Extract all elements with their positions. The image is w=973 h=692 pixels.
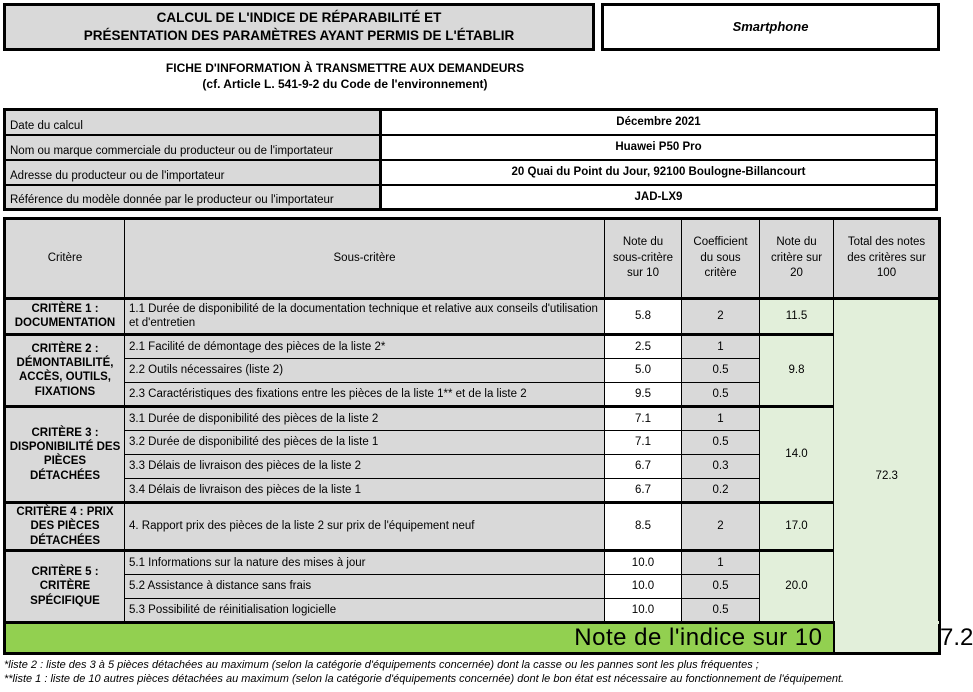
index-score-row: Note de l'indice sur 10 7.2 bbox=[5, 622, 940, 653]
document-title-line2: PRÉSENTATION DES PARAMÈTRES AYANT PERMIS DE L'ÉTABLIR bbox=[83, 27, 515, 43]
info-value-address: 20 Quai du Point du Jour, 92100 Boulogne-Billancourt bbox=[381, 160, 937, 185]
table-row bbox=[5, 502, 940, 550]
coef-3-4: 0.2 bbox=[682, 478, 760, 502]
document-title bbox=[3, 3, 595, 51]
sub-criterion-5-3: 5.3 Possibilité de réinitialisation logicielle bbox=[125, 598, 605, 622]
subtitle-line1: FICHE D'INFORMATION À TRANSMETTRE AUX DEMANDEURS bbox=[165, 60, 525, 75]
note10-4: 8.5 bbox=[605, 502, 682, 550]
sub-criterion-3-1: 3.1 Durée de disponibilité des pièces de la liste 2 bbox=[125, 406, 605, 430]
coef-2-2: 0.5 bbox=[682, 358, 760, 382]
info-value-brand: Huawei P50 Pro bbox=[381, 135, 937, 160]
coef-5-1: 1 bbox=[682, 550, 760, 574]
header-criterion: Critère bbox=[5, 219, 125, 299]
footnotes bbox=[4, 658, 943, 687]
coef-2-3: 0.5 bbox=[682, 382, 760, 406]
info-label-address: Adresse du producteur ou de l'importateur bbox=[5, 160, 381, 185]
info-row-model-ref bbox=[5, 185, 937, 210]
note10-5-1: 10.0 bbox=[605, 550, 682, 574]
coef-2-1: 1 bbox=[682, 334, 760, 358]
coef-3-2: 0.5 bbox=[682, 430, 760, 454]
coef-3-3: 0.3 bbox=[682, 454, 760, 478]
note10-2-1: 2.5 bbox=[605, 334, 682, 358]
score-table-header-row bbox=[5, 219, 940, 299]
sub-criterion-2-3: 2.3 Caractéristiques des fixations entre les pièces de la liste 1** et de la liste 2 bbox=[125, 382, 605, 406]
table-row bbox=[5, 299, 940, 335]
sub-criterion-2-1: 2.1 Facilité de démontage des pièces de la liste 2* bbox=[125, 334, 605, 358]
document-subtitle bbox=[0, 60, 690, 92]
header-coefficient: Coefficient du sous critère bbox=[682, 219, 760, 299]
note20-criterion-5: 20.0 bbox=[760, 550, 834, 622]
criterion-1-label: CRITÈRE 1 : DOCUMENTATION bbox=[5, 299, 125, 335]
info-label-date: Date du calcul bbox=[5, 110, 381, 135]
header-note10: Note du sous-critère sur 10 bbox=[605, 219, 682, 299]
header-note20: Note du critère sur 20 bbox=[760, 219, 834, 299]
sub-criterion-5-2: 5.2 Assistance à distance sans frais bbox=[125, 574, 605, 598]
criterion-2-label: CRITÈRE 2 : DÉMONTABILITÉ, ACCÈS, OUTILS, FIXATIONS bbox=[5, 334, 125, 406]
note10-5-2: 10.0 bbox=[605, 574, 682, 598]
note10-3-2: 7.1 bbox=[605, 430, 682, 454]
note10-3-4: 6.7 bbox=[605, 478, 682, 502]
info-value-date: Décembre 2021 bbox=[381, 110, 937, 135]
product-info-table bbox=[3, 108, 938, 211]
footnote-liste2: *liste 2 : liste des 3 à 5 pièces détachées au maximum (selon la catégorie d'équipements concernée) dont la casse ou les pannes sont les plus fréquentes ; bbox=[4, 658, 759, 671]
criterion-3-label: CRITÈRE 3 : DISPONIBILITÉ DES PIÈCES DÉTACHÉES bbox=[5, 406, 125, 502]
note10-5-3: 10.0 bbox=[605, 598, 682, 622]
note10-2-3: 9.5 bbox=[605, 382, 682, 406]
info-value-model-ref: JAD-LX9 bbox=[381, 185, 937, 210]
note10-3-1: 7.1 bbox=[605, 406, 682, 430]
note20-criterion-3: 14.0 bbox=[760, 406, 834, 502]
note20-criterion-4: 17.0 bbox=[760, 502, 834, 550]
coef-5-3: 0.5 bbox=[682, 598, 760, 622]
footnote-liste1: **liste 1 : liste de 10 autres pièces détachées au maximum (selon la catégorie d'équipements concernée) dont le bon état est nécessaire au fonctionnement de l'équipement. bbox=[4, 673, 845, 686]
coef-1-1: 2 bbox=[682, 299, 760, 335]
note20-criterion-1: 11.5 bbox=[760, 299, 834, 335]
table-row bbox=[5, 334, 940, 358]
note10-1-1: 5.8 bbox=[605, 299, 682, 335]
sub-criterion-5-1: 5.1 Informations sur la nature des mises à jour bbox=[125, 550, 605, 574]
sub-criterion-4: 4. Rapport prix des pièces de la liste 2 sur prix de l'équipement neuf bbox=[125, 502, 605, 550]
product-category-label: Smartphone bbox=[732, 19, 809, 35]
info-label-model-ref: Référence du modèle donnée par le producteur ou l'importateur bbox=[5, 185, 381, 210]
document-header bbox=[3, 3, 940, 51]
info-row-brand bbox=[5, 135, 937, 160]
coef-4: 2 bbox=[682, 502, 760, 550]
criterion-4-label: CRITÈRE 4 : PRIX DES PIÈCES DÉTACHÉES bbox=[5, 502, 125, 550]
total-score-100: 72.3 bbox=[834, 299, 940, 654]
subtitle-line2: (cf. Article L. 541-9-2 du Code de l'environnement) bbox=[202, 76, 488, 91]
coef-3-1: 1 bbox=[682, 406, 760, 430]
product-category-box bbox=[601, 3, 940, 51]
sub-criterion-3-4: 3.4 Délais de livraison des pièces de la liste 1 bbox=[125, 478, 605, 502]
info-row-address bbox=[5, 160, 937, 185]
criterion-5-label: CRITÈRE 5 : CRITÈRE SPÉCIFIQUE bbox=[5, 550, 125, 622]
sub-criterion-1-1: 1.1 Durée de disponibilité de la documentation technique et relative aux conseils d'utilisation et d'entretien bbox=[125, 299, 605, 335]
header-total100: Total des notes des critères sur 100 bbox=[834, 219, 940, 299]
note10-2-2: 5.0 bbox=[605, 358, 682, 382]
info-label-brand: Nom ou marque commerciale du producteur ou de l'importateur bbox=[5, 135, 381, 160]
info-row-date bbox=[5, 110, 937, 135]
sub-criterion-2-2: 2.2 Outils nécessaires (liste 2) bbox=[125, 358, 605, 382]
table-row bbox=[5, 550, 940, 574]
sub-criterion-3-3: 3.3 Délais de livraison des pièces de la liste 2 bbox=[125, 454, 605, 478]
sub-criterion-3-2: 3.2 Durée de disponibilité des pièces de la liste 1 bbox=[125, 430, 605, 454]
document-title-line1: CALCUL DE L'INDICE DE RÉPARABILITÉ ET bbox=[156, 10, 442, 25]
note10-3-3: 6.7 bbox=[605, 454, 682, 478]
repairability-score-table bbox=[3, 217, 973, 655]
header-sub-criterion: Sous-critère bbox=[125, 219, 605, 299]
index-score-label: Note de l'indice sur 10 bbox=[5, 622, 834, 653]
note20-criterion-2: 9.8 bbox=[760, 334, 834, 406]
table-row bbox=[5, 406, 940, 430]
coef-5-2: 0.5 bbox=[682, 574, 760, 598]
